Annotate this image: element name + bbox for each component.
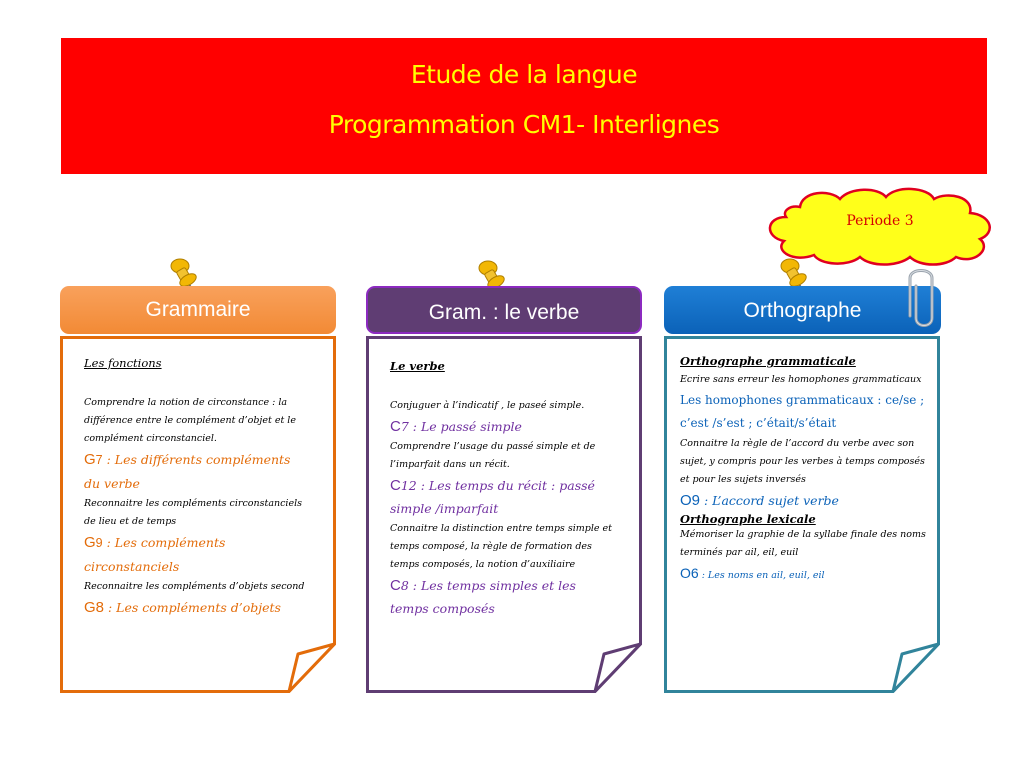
title-banner	[61, 38, 987, 174]
period-label: Periode 3	[846, 213, 914, 229]
code-c7-letter: C	[390, 418, 401, 435]
code-g7	[84, 448, 310, 495]
content-grammaire	[84, 356, 310, 619]
objective-text: Comprendre l’usage du passé simple et de l’imparfait dans un récit.	[390, 441, 596, 470]
code-c7-label: 7 : Le passé simple	[400, 419, 522, 434]
objective-text: Comprendre la notion de circonstance : la différence entre le complément d’objet et le complément circonstanciel.	[84, 397, 296, 444]
code-o9-label: : L’accord sujet verbe	[700, 493, 839, 508]
code-c7	[390, 415, 616, 438]
objective-text: Ecrire sans erreur les homophones grammaticaux	[680, 374, 922, 385]
period-cloud	[760, 185, 1000, 267]
section-title: Les fonctions	[84, 356, 162, 370]
section-title: Orthographe grammaticale	[680, 354, 856, 368]
objective-text: Reconnaitre les compléments circonstanciels de lieu et de temps	[84, 498, 302, 527]
code-c8	[390, 574, 616, 620]
objective-text: Connaitre la règle de l’accord du verbe avec son sujet, y compris pour les verbes à temps composés et pour les sujets inversés	[680, 438, 925, 485]
card-verbe	[366, 336, 642, 693]
code-c12-letter: C	[390, 477, 401, 494]
objective-text: Conjuguer à l’indicatif , le paseé simple.	[390, 400, 585, 411]
homophones-text: Les homophones grammaticaux : ce/se ; c’est /s’est ; c’était/s’était	[680, 393, 925, 430]
code-o6-label: : Les noms en ail, euil, eil	[698, 570, 825, 581]
code-c8-label: 8 : Les temps simples et les temps composés	[390, 578, 576, 616]
code-g9-letter: G	[84, 534, 96, 551]
banner-title-line1: Etude de la langue	[410, 60, 638, 89]
code-o6-code: O6	[680, 565, 699, 581]
code-o9	[680, 489, 926, 512]
banner-title-line2: Programmation CM1- Interlignes	[328, 110, 720, 139]
section-title: Orthographe lexicale	[680, 512, 816, 526]
code-g7-number: 7	[95, 453, 103, 467]
code-g7-label: : Les différents compléments du verbe	[84, 452, 291, 491]
section-title: Le verbe	[390, 359, 445, 373]
objective-text: Mémoriser la graphie de la syllabe finale des noms terminés par ail, eil, euil	[680, 529, 926, 558]
code-o9-code: O9	[680, 492, 701, 509]
content-orthographe	[680, 354, 926, 587]
card-orthographe	[664, 336, 940, 693]
code-c12	[390, 474, 616, 520]
objective-text: Connaitre la distinction entre temps simple et temps composé, la règle de formation des temps composés, la notion d’auxiliaire	[390, 523, 612, 570]
code-g7-letter: G	[84, 451, 96, 468]
code-g8-code: G8	[84, 599, 105, 616]
code-g8	[84, 596, 310, 619]
header-orthographe: Orthographe	[664, 286, 941, 334]
objective-text: Reconnaitre les compléments d’objets second	[84, 581, 305, 592]
code-o6	[680, 562, 926, 587]
paperclip-icon	[902, 266, 942, 332]
header-verbe: Gram. : le verbe	[366, 286, 642, 334]
code-g9-number: 9	[95, 536, 103, 550]
code-c8-letter: C	[390, 577, 401, 594]
content-verbe	[390, 356, 616, 620]
code-g9	[84, 531, 310, 578]
code-c12-label: 12 : Les temps du récit : passé simple /imparfait	[390, 478, 595, 516]
code-g9-label: : Les compléments circonstanciels	[84, 535, 226, 574]
card-grammaire	[60, 336, 336, 693]
code-g8-label: : Les compléments d’objets	[104, 600, 281, 615]
header-grammaire: Grammaire	[60, 286, 336, 334]
